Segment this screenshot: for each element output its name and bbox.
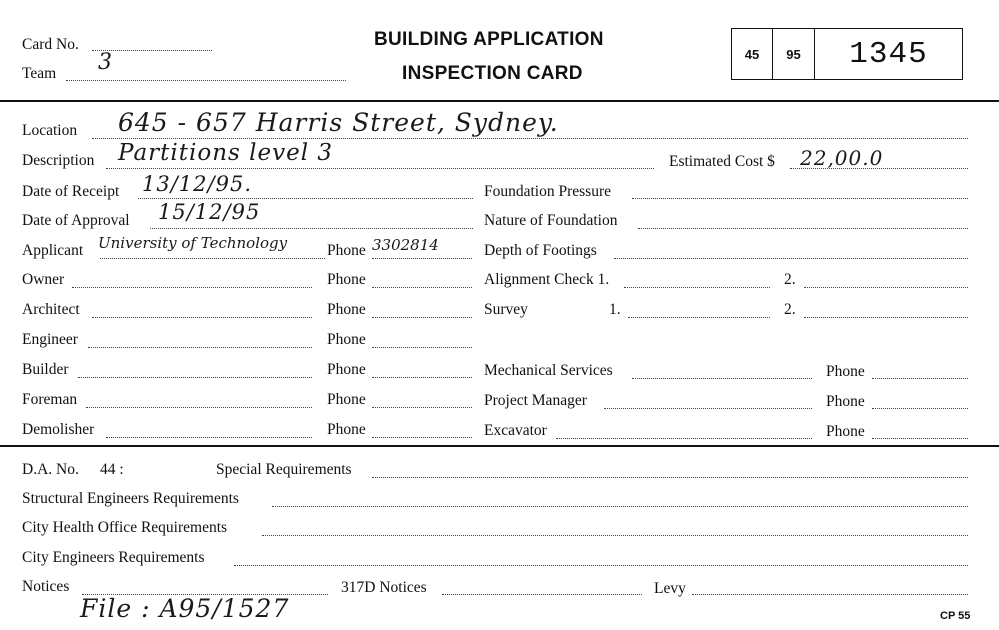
alignment-check-label: Alignment Check 1. — [484, 271, 610, 288]
builder-label: Builder — [22, 361, 69, 378]
nature-foundation-label: Nature of Foundation — [484, 212, 618, 229]
description-label: Description — [22, 152, 95, 169]
description-value: Partitions level 3 — [118, 140, 333, 166]
da-no-label: D.A. No. — [22, 461, 79, 478]
survey-2-field[interactable] — [804, 317, 968, 318]
health-req-label: City Health Office Requirements — [22, 519, 228, 536]
alignment-check-1-field[interactable] — [624, 287, 770, 288]
date-approval-label: Date of Approval — [22, 212, 130, 229]
applicant-value: University of Technology — [98, 234, 288, 252]
form-code: CP 55 — [940, 610, 971, 622]
middle-rule — [0, 445, 999, 447]
survey-1-field[interactable] — [628, 317, 770, 318]
applicant-label: Applicant — [22, 242, 84, 259]
date-receipt-value: 13/12/95. — [142, 172, 252, 196]
demolisher-label: Demolisher — [22, 421, 95, 438]
file-note: File : A95/1527 — [80, 594, 290, 623]
da-no-value: 44 : — [100, 461, 124, 478]
mechanical-phone-label: Phone — [826, 363, 865, 380]
owner-phone-field[interactable] — [372, 287, 472, 288]
notices-317d-field[interactable] — [442, 594, 642, 595]
owner-label: Owner — [22, 271, 65, 288]
levy-field[interactable] — [692, 594, 968, 595]
excavator-field[interactable] — [556, 438, 812, 439]
engineer-phone-field[interactable] — [372, 347, 472, 348]
builder-field[interactable] — [78, 377, 312, 378]
engineer-label: Engineer — [22, 331, 78, 348]
location-label: Location — [22, 122, 78, 139]
levy-label: Levy — [654, 580, 686, 597]
engineer-phone-label: Phone — [327, 331, 366, 348]
location-value: 645 - 657 Harris Street, Sydney. — [118, 108, 559, 137]
architect-label: Architect — [22, 301, 80, 318]
team-value: 3 — [98, 50, 113, 75]
estimated-cost-value: 22,00.0 — [800, 146, 884, 170]
date-approval-field[interactable] — [150, 228, 473, 229]
project-manager-phone-label: Phone — [826, 393, 865, 410]
estimated-cost-label: Estimated Cost $ — [669, 153, 775, 170]
project-manager-field[interactable] — [604, 408, 812, 409]
notices-317d-label: 317D Notices — [341, 579, 427, 596]
alignment-check-2-field[interactable] — [804, 287, 968, 288]
foreman-phone-field[interactable] — [372, 407, 472, 408]
depth-footings-field[interactable] — [614, 258, 968, 259]
date-receipt-label: Date of Receipt — [22, 183, 120, 200]
mechanical-services-label: Mechanical Services — [484, 362, 613, 379]
mechanical-phone-field[interactable] — [872, 378, 968, 379]
survey-two-label: 2. — [784, 301, 796, 318]
city-eng-req-label: City Engineers Requirements — [22, 549, 205, 566]
demolisher-phone-label: Phone — [327, 421, 366, 438]
top-rule — [0, 100, 999, 102]
demolisher-field[interactable] — [106, 437, 312, 438]
applicant-phone-field[interactable] — [372, 258, 472, 259]
survey-one-label: 1. — [609, 301, 621, 318]
team-label: Team — [22, 65, 57, 82]
project-manager-label: Project Manager — [484, 392, 587, 409]
owner-field[interactable] — [72, 287, 312, 288]
card-number-box — [731, 28, 963, 80]
applicant-field[interactable] — [100, 258, 325, 259]
date-approval-value: 15/12/95 — [158, 200, 261, 224]
applicant-phone-value: 3302814 — [372, 236, 439, 254]
special-req-field[interactable] — [372, 477, 968, 478]
structural-req-label: Structural Engineers Requirements — [22, 490, 239, 507]
title-line-1: BUILDING APPLICATION — [374, 29, 604, 50]
builder-phone-label: Phone — [327, 361, 366, 378]
excavator-phone-field[interactable] — [872, 438, 968, 439]
description-field[interactable] — [106, 168, 654, 169]
owner-phone-label: Phone — [327, 271, 366, 288]
project-manager-phone-field[interactable] — [872, 408, 968, 409]
architect-phone-label: Phone — [327, 301, 366, 318]
card-number: 1345 — [849, 36, 928, 72]
nature-foundation-field[interactable] — [638, 228, 968, 229]
engineer-field[interactable] — [88, 347, 312, 348]
foreman-phone-label: Phone — [327, 391, 366, 408]
survey-label: Survey — [484, 301, 528, 318]
box-cell-1: 45 — [732, 29, 773, 79]
applicant-phone-label: Phone — [327, 242, 366, 259]
title-line-2: INSPECTION CARD — [402, 63, 583, 84]
card-no-label: Card No. — [22, 36, 79, 53]
depth-footings-label: Depth of Footings — [484, 242, 597, 259]
date-receipt-field[interactable] — [138, 198, 473, 199]
demolisher-phone-field[interactable] — [372, 437, 472, 438]
architect-field[interactable] — [92, 317, 312, 318]
mechanical-services-field[interactable] — [632, 378, 812, 379]
box-cell-2: 95 — [773, 29, 815, 79]
architect-phone-field[interactable] — [372, 317, 472, 318]
notices-label: Notices — [22, 578, 70, 595]
team-field[interactable] — [66, 80, 346, 81]
foreman-label: Foreman — [22, 391, 78, 408]
location-field[interactable] — [92, 138, 968, 139]
alignment-two-label: 2. — [784, 271, 796, 288]
builder-phone-field[interactable] — [372, 377, 472, 378]
excavator-phone-label: Phone — [826, 423, 865, 440]
special-req-label: Special Requirements — [216, 461, 352, 478]
city-eng-req-field[interactable] — [234, 565, 968, 566]
foundation-pressure-field[interactable] — [632, 198, 968, 199]
foundation-pressure-label: Foundation Pressure — [484, 183, 612, 200]
excavator-label: Excavator — [484, 422, 547, 439]
foreman-field[interactable] — [86, 407, 312, 408]
structural-req-field[interactable] — [272, 506, 968, 507]
health-req-field[interactable] — [262, 535, 968, 536]
